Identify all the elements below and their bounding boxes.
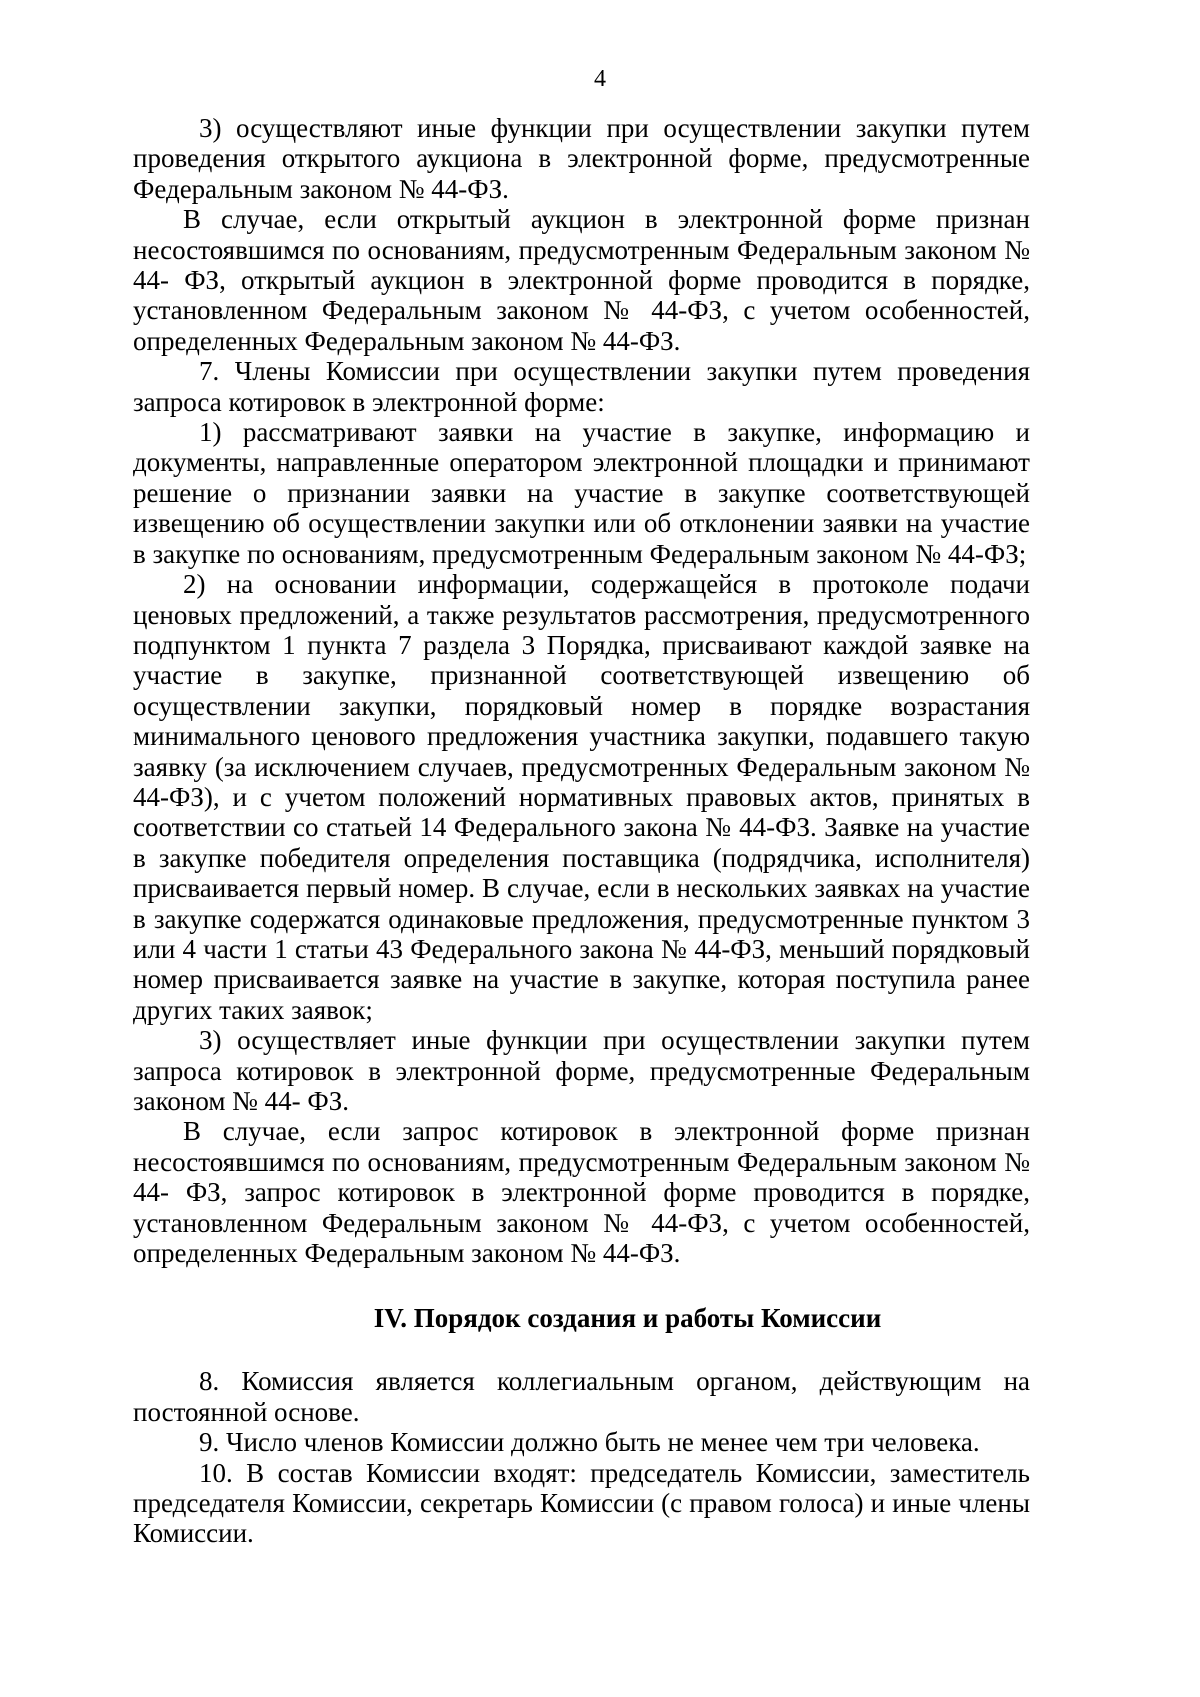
page-number: 4 [594, 66, 606, 92]
paragraph-7-3: 3) осуществляет иные функции при осуществлении закупки путем запроса котировок в электронной форме, предусмотренные Федеральным законом № 44- ФЗ. [133, 1025, 1030, 1116]
paragraph-auction-failed: В случае, если открытый аукцион в электронной форме признан несостоявшимся по основаниям, предусмотренным Федеральным законом № 44- ФЗ, открытый аукцион в электронной форме проводится в порядке, установленном Федеральным законом № 44-ФЗ, с учетом особенностей, определенных Федеральным законом № 44-ФЗ. [133, 204, 1030, 356]
paragraph-6-3: 3) осуществляют иные функции при осуществлении закупки путем проведения открытого аукциона в электронной форме, предусмотренные Федеральным законом № 44-ФЗ. [133, 113, 1030, 204]
paragraph-7-1: 1) рассматривают заявки на участие в закупке, информацию и документы, направленные оператором электронной площадки и принимают решение о признании заявки на участие в закупке соответствующей извещению об осуществлении закупки или об отклонении заявки на участие в закупке по основаниям, предусмотренным Федеральным законом № 44-ФЗ; [133, 417, 1030, 569]
paragraph-quotation-failed: В случае, если запрос котировок в электронной форме признан несостоявшимся по основаниям, предусмотренным Федеральным законом № 44- ФЗ, запрос котировок в электронной форме проводится в порядке, установленном Федеральным законом № 44-ФЗ, с учетом особенностей, определенных Федеральным законом № 44-ФЗ. [133, 1116, 1030, 1269]
paragraph-7-intro: 7. Члены Комиссии при осуществлении закупки путем проведения запроса котировок в электронной форме: [133, 356, 1030, 417]
section-heading: IV. Порядок создания и работы Комиссии [373, 1303, 882, 1334]
paragraph-8: 8. Комиссия является коллегиальным органом, действующим на постоянной основе. [133, 1366, 1030, 1427]
document-body [133, 113, 1030, 1549]
paragraph-9: 9. Число членов Комиссии должно быть не менее чем три человека. [199, 1427, 980, 1458]
paragraph-10: 10. В состав Комиссии входят: председатель Комиссии, заместитель председателя Комиссии, секретарь Комиссии (с правом голоса) и иные члены Комиссии. [133, 1457, 1030, 1549]
paragraph-7-2: 2) на основании информации, содержащейся в протоколе подачи ценовых предложений, а также результатов рассмотрения, предусмотренного подпунктом 1 пункта 7 раздела 3 Порядка, присваивают каждой заявке на участие в закупке, признанной соответствующей извещению об осуществлении закупки, порядковый номер в порядке возрастания минимального ценового предложения участника закупки, подавшего такую заявку (за исключением случаев, предусмотренных Федеральным законом № 44-ФЗ), и с учетом положений нормативных правовых актов, принятых в соответствии со статьей 14 Федерального закона № 44-ФЗ. Заявке на участие в закупке победителя определения поставщика (подрядчика, исполнителя) присваивается первый номер. В случае, если в нескольких заявках на участие в закупке содержатся одинаковые предложения, предусмотренные пунктом 3 или 4 части 1 статьи 43 Федерального закона № 44-ФЗ, меньший порядковый номер присваивается заявке на участие в закупке, которая поступила ранее других таких заявок; [133, 569, 1030, 1025]
